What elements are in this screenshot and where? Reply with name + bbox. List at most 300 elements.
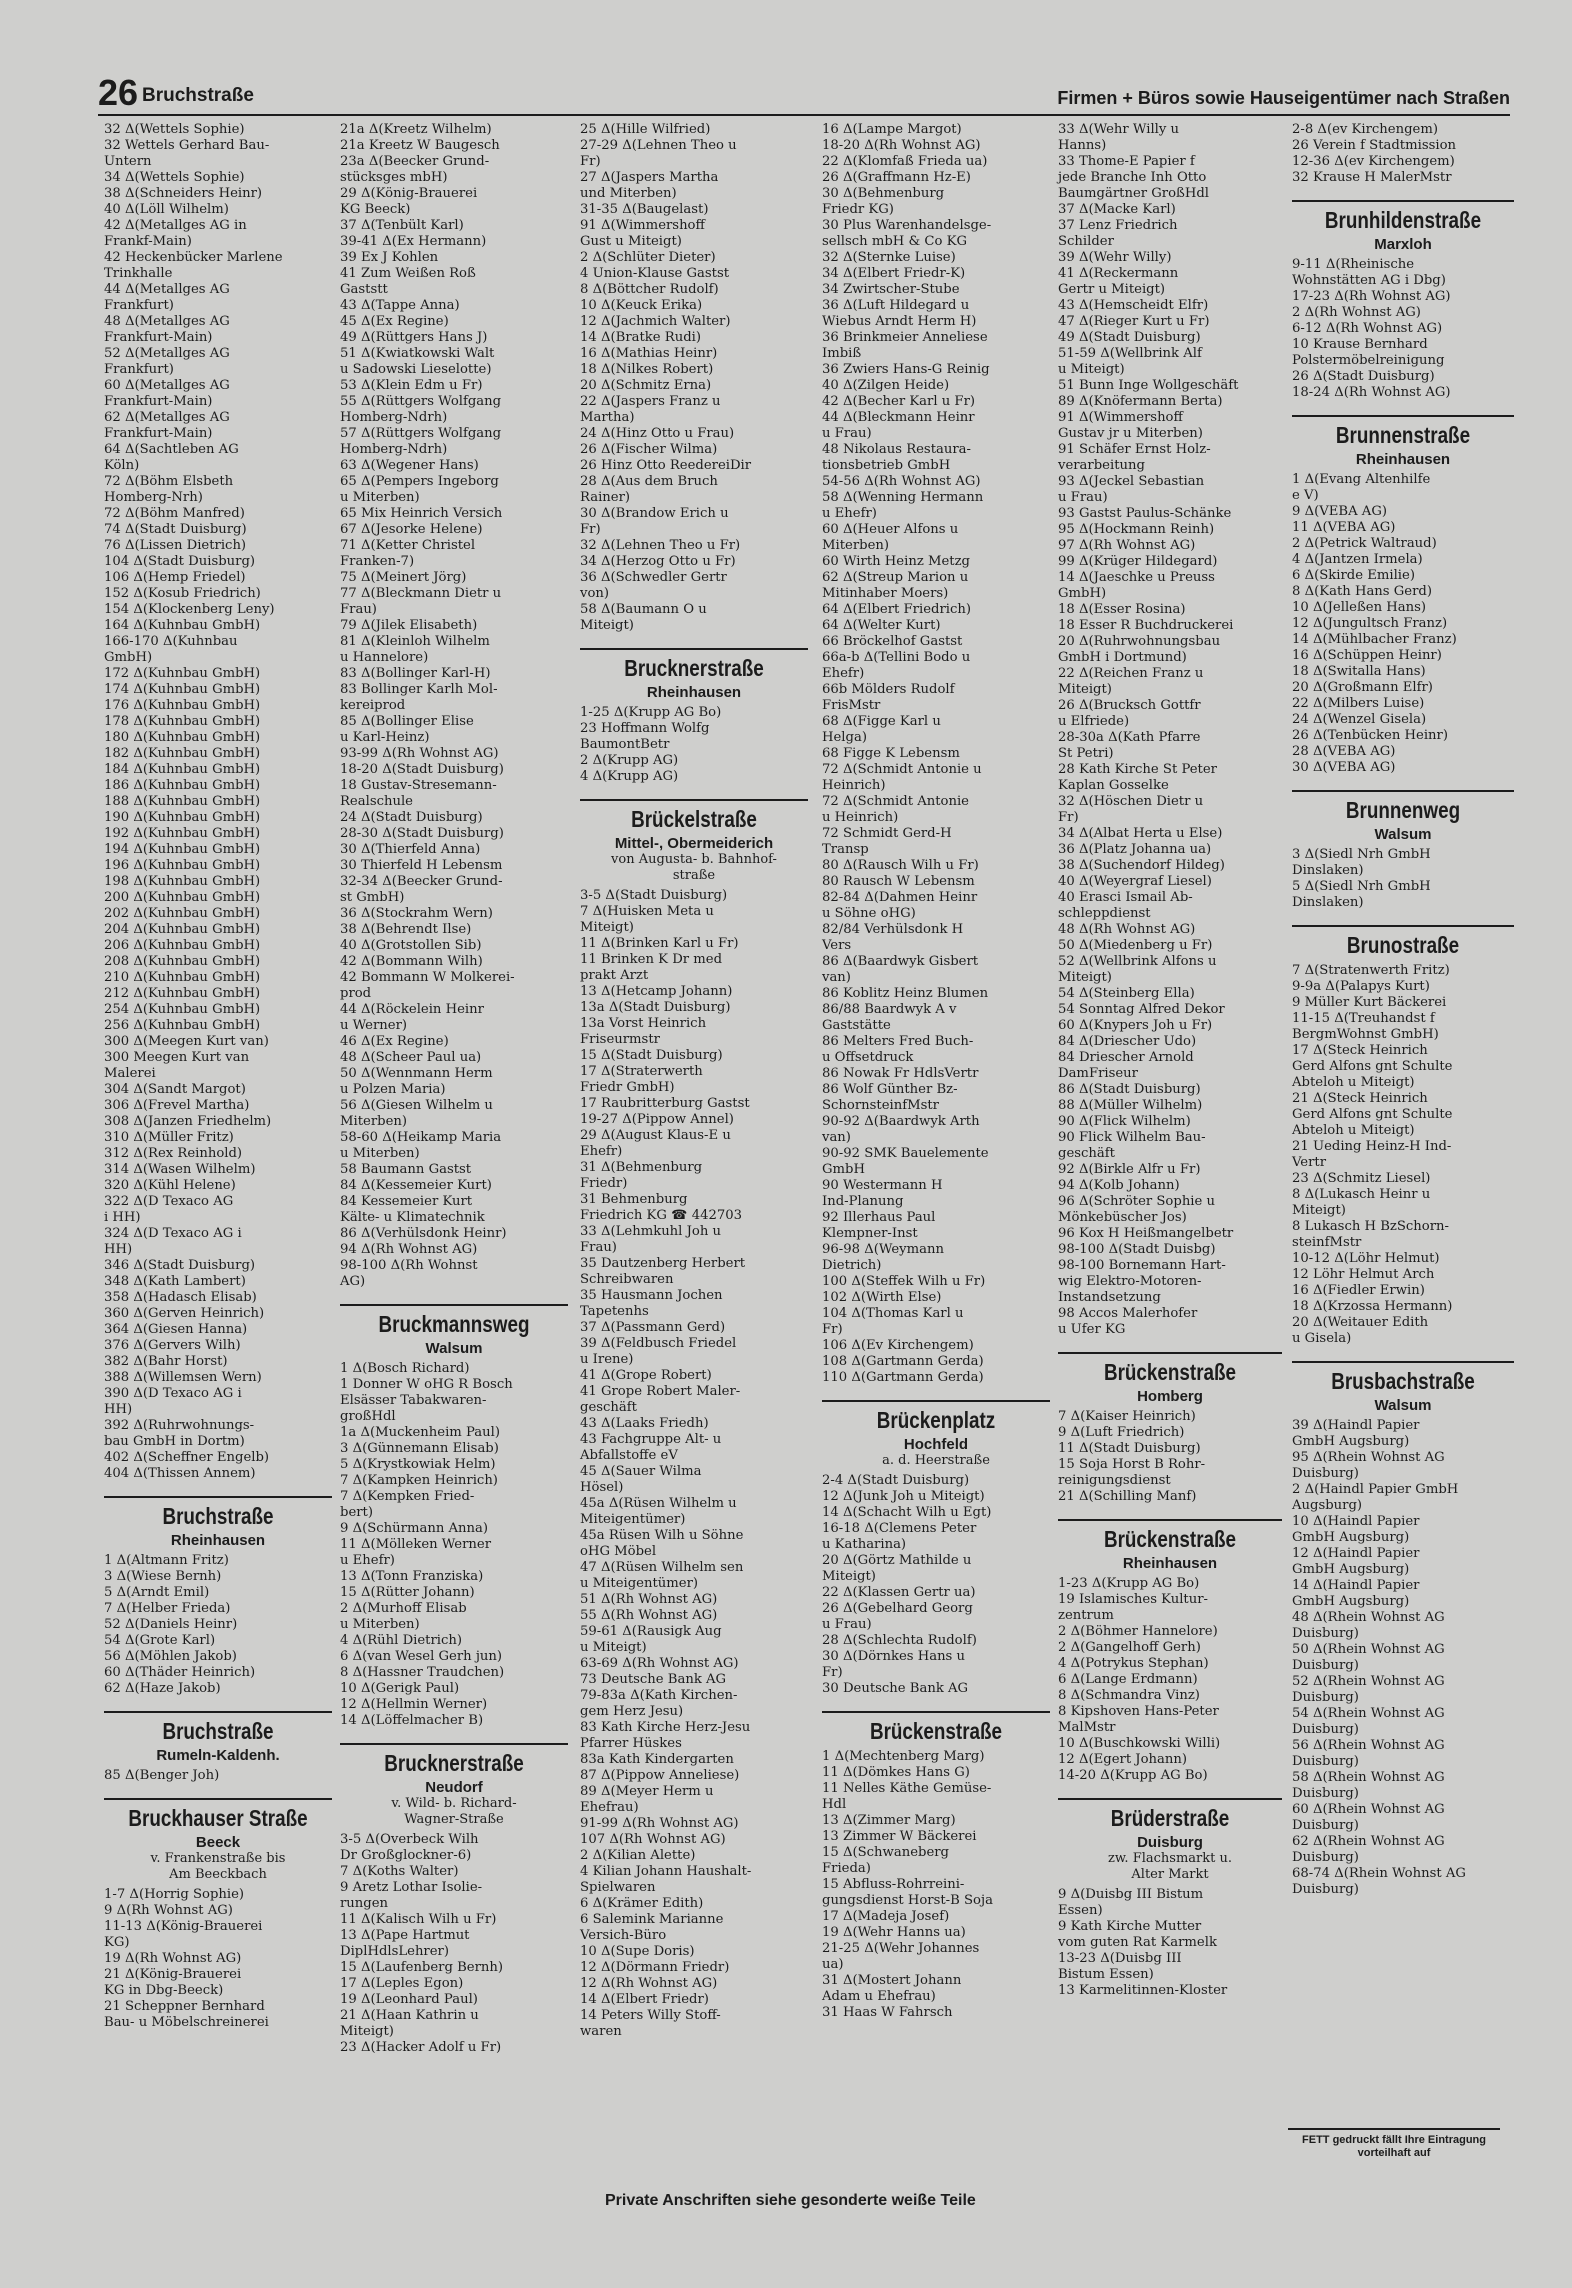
street-block bbox=[822, 1711, 1050, 2021]
address-entry: 2 Δ(Gangelhoff Gerh) bbox=[1058, 1640, 1201, 1655]
street-heading bbox=[104, 1496, 332, 1549]
address-entry: 388 Δ(Willemsen Wern) bbox=[104, 1370, 262, 1385]
address-entry: zentrum bbox=[1058, 1608, 1114, 1623]
address-entry: 12 Δ(Egert Johann) bbox=[1058, 1752, 1188, 1767]
address-entry: 81 Δ(Kleinloh Wilhelm bbox=[340, 634, 490, 649]
address-entry: 31 Haas W Fahrsch bbox=[822, 2005, 953, 2020]
address-entry: gem Herz Jesu) bbox=[580, 1704, 684, 1719]
address-entry: 7 Δ(Kaiser Heinrich) bbox=[1058, 1409, 1196, 1424]
address-entry: 172 Δ(Kuhnbau GmbH) bbox=[104, 666, 261, 681]
address-entry: 2 Δ(Kilian Alette) bbox=[580, 1848, 696, 1863]
address-entry: 9-11 Δ(Rheinische bbox=[1292, 257, 1415, 272]
address-entry: 8 Δ(Schmandra Vinz) bbox=[1058, 1688, 1200, 1703]
address-entry: Realschule bbox=[340, 794, 413, 809]
address-entry: Fr) bbox=[822, 1665, 843, 1680]
address-entry: Gustav jr u Miterben) bbox=[1058, 426, 1203, 441]
heading-rule bbox=[104, 1496, 332, 1498]
address-entry: 9 Kath Kirche Mutter bbox=[1058, 1919, 1202, 1934]
address-entry: u Werner) bbox=[340, 1018, 408, 1033]
address-entry: 62 Δ(Metallges AG bbox=[104, 410, 230, 425]
address-entry: 1-23 Δ(Krupp AG Bo) bbox=[1058, 1576, 1200, 1591]
street-name: Brusbachstraße bbox=[1331, 1368, 1475, 1394]
street-block bbox=[822, 1400, 1050, 1697]
address-entry: 2-8 Δ(ev Kirchengem) bbox=[1292, 122, 1438, 137]
district-name: Mittel-, Obermeiderich bbox=[614, 835, 774, 852]
address-entry: 50 Δ(Wennmann Herm bbox=[340, 1066, 493, 1081]
address-entry: 7 Δ(Huisken Meta u bbox=[580, 904, 714, 919]
page-header bbox=[98, 70, 1510, 116]
street-extent: zw. Flachsmarkt u. bbox=[1108, 1851, 1232, 1866]
address-entry: 13 Δ(Tonn Franziska) bbox=[340, 1569, 484, 1584]
address-entry: 34 Zwirtscher-Stube bbox=[822, 282, 960, 297]
address-entry: 66a-b Δ(Tellini Bodo u bbox=[822, 650, 971, 665]
address-entry: 11 Δ(Dömkes Hans G) bbox=[822, 1765, 970, 1780]
address-entry: 10 Δ(Buschkowski Willi) bbox=[1058, 1736, 1221, 1751]
address-entry: 97 Δ(Rh Wohnst AG) bbox=[1058, 538, 1196, 553]
address-entry: 52 Δ(Metallges AG bbox=[104, 346, 230, 361]
address-entry: 26 Hinz Otto ReedereiDir bbox=[580, 458, 752, 473]
address-entry: 84 Δ(Kessemeier Kurt) bbox=[340, 1178, 492, 1193]
address-entry: 208 Δ(Kuhnbau GmbH) bbox=[104, 954, 261, 969]
address-entry: Duisburg) bbox=[1292, 1722, 1359, 1737]
address-entry: 16 Δ(Lampe Margot) bbox=[822, 122, 962, 137]
street-extent: Am Beeckbach bbox=[169, 1867, 267, 1882]
address-entry: 55 Δ(Rüttgers Wolfgang bbox=[340, 394, 502, 409]
address-entry: 80 Δ(Rausch Wilh u Fr) bbox=[822, 858, 979, 873]
address-entry: 98-100 Δ(Stadt Duisbg) bbox=[1058, 1242, 1216, 1257]
address-entry: 25 Δ(Hille Wilfried) bbox=[580, 122, 711, 137]
street-heading bbox=[1292, 925, 1514, 959]
address-entry: 7 Δ(Koths Walter) bbox=[340, 1864, 459, 1879]
address-entry: u Elfriede) bbox=[1058, 714, 1130, 729]
address-entry: 404 Δ(Thissen Annem) bbox=[104, 1466, 256, 1481]
street-name: Brüderstraße bbox=[1110, 1805, 1230, 1831]
address-entry: 11-13 Δ(König-Brauerei bbox=[104, 1919, 263, 1934]
address-entry: 72 Δ(Schmidt Antonie bbox=[822, 794, 969, 809]
address-entry: 28 Δ(Schlechta Rudolf) bbox=[822, 1633, 977, 1648]
address-entry: Vertr bbox=[1292, 1155, 1327, 1170]
address-entry: 12 Δ(Junk Joh u Miteigt) bbox=[822, 1489, 985, 1504]
address-entry: 31-35 Δ(Baugelast) bbox=[580, 202, 709, 217]
address-entry: FrisMstr bbox=[822, 698, 881, 713]
address-entry: Trinkhalle bbox=[104, 266, 173, 281]
address-entry: 4 Δ(Krupp AG) bbox=[580, 769, 679, 784]
address-entry: 194 Δ(Kuhnbau GmbH) bbox=[104, 842, 261, 857]
address-entry: Franken-7) bbox=[340, 554, 415, 569]
address-entry: 14 Δ(Mühlbacher Franz) bbox=[1292, 632, 1457, 647]
address-entry: 300 Δ(Meegen Kurt van) bbox=[104, 1034, 269, 1049]
address-entry: Abfallstoffe eV bbox=[580, 1448, 678, 1463]
address-entry: 15 Δ(Schwaneberg bbox=[822, 1845, 949, 1860]
address-entry: 164 Δ(Kuhnbau GmbH) bbox=[104, 618, 261, 633]
address-entry: stücksges mbH) bbox=[340, 170, 448, 185]
address-entry: 29 Δ(König-Brauerei bbox=[340, 186, 478, 201]
address-entry: 11 Nelles Käthe Gemüse- bbox=[822, 1781, 992, 1796]
address-entry: u Heinrich) bbox=[822, 810, 899, 825]
address-entry: 29 Δ(August Klaus-E u bbox=[580, 1128, 731, 1143]
address-entry: 44 Δ(Bleckmann Heinr bbox=[822, 410, 975, 425]
address-entry: 39 Δ(Feldbusch Friedel bbox=[580, 1336, 737, 1351]
address-entry: u Frau) bbox=[1058, 490, 1108, 505]
address-entry: Gust u Miteigt) bbox=[580, 234, 682, 249]
address-entry: 60 Δ(Metallges AG bbox=[104, 378, 230, 393]
column-4 bbox=[822, 122, 1050, 2021]
address-entry: Dinslaken) bbox=[1292, 863, 1364, 878]
address-entry: 42 Heckenbücker Marlene bbox=[104, 250, 283, 265]
address-entry: 98-100 Bornemann Hart- bbox=[1058, 1258, 1226, 1273]
address-entry: 33 Δ(Wehr Willy u bbox=[1058, 122, 1180, 137]
address-entry: 8 Δ(Böttcher Rudolf) bbox=[580, 282, 719, 297]
address-entry: 41 Δ(Reckermann bbox=[1058, 266, 1179, 281]
address-entry: 3-5 Δ(Stadt Duisburg) bbox=[580, 888, 728, 903]
address-entry: 56 Δ(Giesen Wilhelm u bbox=[340, 1098, 493, 1113]
address-entry: geschäft bbox=[580, 1400, 637, 1415]
address-entry: 82-84 Δ(Dahmen Heinr bbox=[822, 890, 978, 905]
address-entry: BergmWohnst GmbH) bbox=[1292, 1027, 1439, 1042]
address-entry: 196 Δ(Kuhnbau GmbH) bbox=[104, 858, 261, 873]
street-block bbox=[340, 122, 568, 1290]
street-heading bbox=[340, 1304, 568, 1357]
address-entry: u Miteigentümer) bbox=[580, 1576, 699, 1591]
address-entry: 12 Δ(Jachmich Walter) bbox=[580, 314, 731, 329]
address-entry: 21 Ueding Heinz-H Ind- bbox=[1292, 1139, 1452, 1154]
address-entry: u Hannelore) bbox=[340, 650, 429, 665]
address-entry: 28-30 Δ(Stadt Duisburg) bbox=[340, 826, 504, 841]
address-entry: 93-99 Δ(Rh Wohnst AG) bbox=[340, 746, 499, 761]
address-entry: 17 Δ(Madeja Josef) bbox=[822, 1909, 950, 1924]
address-entry: 16 Δ(Schüppen Heinr) bbox=[1292, 648, 1442, 663]
address-entry: 55 Δ(Rh Wohnst AG) bbox=[580, 1608, 718, 1623]
address-entry: 32-34 Δ(Beecker Grund- bbox=[340, 874, 503, 889]
address-entry: 20 Δ(Weitauer Edith bbox=[1292, 1315, 1429, 1330]
address-entry: 68 Figge K Lebensm bbox=[822, 746, 960, 761]
address-entry: bau GmbH in Dortm) bbox=[104, 1434, 245, 1449]
address-entry: 204 Δ(Kuhnbau GmbH) bbox=[104, 922, 261, 937]
address-entry: 392 Δ(Ruhrwohnungs- bbox=[104, 1418, 255, 1433]
address-entry: 30 Δ(Brandow Erich u bbox=[580, 506, 729, 521]
address-entry: 93 Gastst Paulus-Schänke bbox=[1058, 506, 1232, 521]
address-entry: 60 Δ(Rhein Wohnst AG bbox=[1292, 1802, 1445, 1817]
address-entry: 198 Δ(Kuhnbau GmbH) bbox=[104, 874, 261, 889]
address-entry: 41 Grope Robert Maler- bbox=[580, 1384, 741, 1399]
address-entry: Frieda) bbox=[822, 1861, 871, 1876]
address-entry: 48 Δ(Rh Wohnst AG) bbox=[1058, 922, 1196, 937]
street-name: Bruckmannsweg bbox=[378, 1311, 530, 1337]
address-entry: 14 Δ(Elbert Friedr) bbox=[580, 1992, 709, 2007]
address-entry: 9 Aretz Lothar Isolie- bbox=[340, 1880, 483, 1895]
column-3 bbox=[580, 122, 808, 2040]
address-entry: 212 Δ(Kuhnbau GmbH) bbox=[104, 986, 261, 1001]
address-entry: 8 Δ(Lukasch Heinr u bbox=[1292, 1187, 1431, 1202]
address-entry: 95 Δ(Hockmann Reinh) bbox=[1058, 522, 1215, 537]
address-entry: e V) bbox=[1292, 488, 1319, 503]
address-entry: Rainer) bbox=[580, 490, 631, 505]
address-entry: prod bbox=[340, 986, 372, 1001]
heading-rule bbox=[340, 1304, 568, 1306]
address-entry: 17 Δ(Steck Heinrich bbox=[1292, 1043, 1428, 1058]
address-entry: Malerei bbox=[104, 1066, 156, 1081]
address-entry: 15 Abfluss-Rohrreini- bbox=[822, 1877, 965, 1892]
address-entry: Fr) bbox=[580, 154, 601, 169]
street-block bbox=[1058, 1352, 1282, 1505]
address-entry: u Gisela) bbox=[1292, 1331, 1352, 1346]
address-entry: 28 Δ(Aus dem Bruch bbox=[580, 474, 718, 489]
address-entry: u Irene) bbox=[580, 1352, 634, 1367]
address-entry: 21a Kreetz W Baugesch bbox=[340, 138, 500, 153]
heading-rule bbox=[822, 1400, 1050, 1402]
address-entry: 48 Δ(Rhein Wohnst AG bbox=[1292, 1610, 1445, 1625]
address-entry: 75 Δ(Meinert Jörg) bbox=[340, 570, 467, 585]
address-entry: Ehefr) bbox=[580, 1144, 623, 1159]
address-entry: Frau) bbox=[340, 602, 377, 617]
street-block bbox=[104, 1496, 332, 1697]
address-entry: 19 Δ(Wehr Hanns ua) bbox=[822, 1925, 966, 1940]
address-entry: 35 Hausmann Jochen bbox=[580, 1288, 723, 1303]
address-entry: 8 Δ(Hassner Traudchen) bbox=[340, 1665, 505, 1680]
address-entry: 66b Mölders Rudolf bbox=[822, 682, 955, 697]
address-entry: 83a Kath Kindergarten bbox=[580, 1752, 734, 1767]
address-entry: 64 Δ(Elbert Friedrich) bbox=[822, 602, 971, 617]
address-entry: GmbH Augsburg) bbox=[1292, 1594, 1410, 1609]
address-entry: Duisburg) bbox=[1292, 1882, 1359, 1897]
address-entry: 96 Kox H Heißmangelbetr bbox=[1058, 1226, 1234, 1241]
address-entry: Duisburg) bbox=[1292, 1626, 1359, 1641]
address-entry: 33 Thome-E Papier f bbox=[1058, 154, 1195, 169]
street-block bbox=[1292, 925, 1514, 1347]
district-name: Homberg bbox=[1137, 1388, 1203, 1405]
heading-rule bbox=[1292, 200, 1514, 202]
address-entry: Pfarrer Hüskes bbox=[580, 1736, 682, 1751]
address-entry: 21-25 Δ(Wehr Johannes bbox=[822, 1941, 980, 1956]
address-entry: 59-61 Δ(Rausigk Aug bbox=[580, 1624, 722, 1639]
street-heading bbox=[104, 1798, 332, 1883]
address-entry: 19-27 Δ(Pippow Annel) bbox=[580, 1112, 734, 1127]
address-entry: 26 Δ(Stadt Duisburg) bbox=[1292, 369, 1435, 384]
address-entry: 6 Δ(van Wesel Gerh jun) bbox=[340, 1649, 503, 1664]
address-entry: 3 Δ(Siedl Nrh GmbH bbox=[1292, 847, 1431, 862]
heading-rule bbox=[1292, 415, 1514, 417]
district-name: Marxloh bbox=[1374, 236, 1432, 253]
address-entry: u Polzen Maria) bbox=[340, 1082, 446, 1097]
address-entry: 17 Δ(Straterwerth bbox=[580, 1064, 703, 1079]
address-entry: 18 Δ(Krzossa Hermann) bbox=[1292, 1299, 1453, 1314]
address-entry: Bistum Essen) bbox=[1058, 1967, 1154, 1982]
address-entry: 17-23 Δ(Rh Wohnst AG) bbox=[1292, 289, 1451, 304]
address-entry: 98 Accos Malerhofer bbox=[1058, 1306, 1198, 1321]
address-entry: 32 Wettels Gerhard Bau- bbox=[104, 138, 270, 153]
address-entry: u Karl-Heinz) bbox=[340, 730, 430, 745]
address-entry: 13 Δ(Zimmer Marg) bbox=[822, 1813, 956, 1828]
street-block bbox=[1292, 415, 1514, 776]
address-entry: u Ehefr) bbox=[340, 1553, 395, 1568]
address-entry: Homberg-Ndrh) bbox=[340, 442, 448, 457]
address-entry: 21 Δ(Schilling Manf) bbox=[1058, 1489, 1197, 1504]
address-entry: 26 Δ(Graffmann Hz-E) bbox=[822, 170, 971, 185]
address-entry: 382 Δ(Bahr Horst) bbox=[104, 1354, 228, 1369]
address-entry: 87 Δ(Pippow Anneliese) bbox=[580, 1768, 740, 1783]
address-entry: 10 Δ(Keuck Erika) bbox=[580, 298, 703, 313]
address-entry: 9 Müller Kurt Bäckerei bbox=[1292, 995, 1447, 1010]
heading-rule bbox=[1292, 1361, 1514, 1363]
address-entry: 39 Δ(Haindl Papier bbox=[1292, 1418, 1420, 1433]
address-entry: u Söhne oHG) bbox=[822, 906, 916, 921]
address-entry: 22 Δ(Jaspers Franz u bbox=[580, 394, 721, 409]
address-entry: 45a Δ(Rüsen Wilhelm u bbox=[580, 1496, 737, 1511]
address-entry: 93 Δ(Jeckel Sebastian bbox=[1058, 474, 1205, 489]
address-entry: 202 Δ(Kuhnbau GmbH) bbox=[104, 906, 261, 921]
address-entry: 7 Δ(Stratenwerth Fritz) bbox=[1292, 963, 1450, 978]
address-entry: 4 Δ(Jantzen Irmela) bbox=[1292, 552, 1423, 567]
address-entry: 17 Δ(Leples Egon) bbox=[340, 1976, 464, 1991]
street-extent: v. Frankenstraße bis bbox=[150, 1851, 286, 1866]
address-entry: waren bbox=[580, 2024, 622, 2039]
address-entry: Abteloh u Miteigt) bbox=[1292, 1123, 1415, 1138]
address-entry: 58-60 Δ(Heikamp Maria bbox=[340, 1130, 502, 1145]
address-entry: 60 Δ(Thäder Heinrich) bbox=[104, 1665, 256, 1680]
address-entry: 37 Δ(Tenbült Karl) bbox=[340, 218, 464, 233]
address-entry: 11 Δ(Kalisch Wilh u Fr) bbox=[340, 1912, 497, 1927]
address-entry: 86 Melters Fred Buch- bbox=[822, 1034, 974, 1049]
address-entry: 19 Δ(Rh Wohnst AG) bbox=[104, 1951, 242, 1966]
address-entry: 90-92 SMK Bauelemente bbox=[822, 1146, 989, 1161]
address-entry: 89 Δ(Knöfermann Berta) bbox=[1058, 394, 1223, 409]
address-entry: Dietrich) bbox=[822, 1258, 882, 1273]
address-entry: 7 Δ(Kampken Heinrich) bbox=[340, 1473, 498, 1488]
address-entry: 4 Kilian Johann Haushalt- bbox=[580, 1864, 752, 1879]
street-block bbox=[1292, 790, 1514, 911]
address-entry: Mönkebüscher Jos) bbox=[1058, 1210, 1187, 1225]
address-entry: Miteigt) bbox=[1058, 970, 1112, 985]
address-entry: Elsässer Tabakwaren- bbox=[340, 1393, 487, 1408]
address-entry: 8 Kipshoven Hans-Peter bbox=[1058, 1704, 1219, 1719]
address-entry: 38 Δ(Schneiders Heinr) bbox=[104, 186, 263, 201]
address-entry: 39 Δ(Wehr Willy) bbox=[1058, 250, 1172, 265]
address-entry: HH) bbox=[104, 1402, 133, 1417]
address-entry: 1a Δ(Muckenheim Paul) bbox=[340, 1425, 500, 1440]
address-entry: 90 Δ(Flick Wilhelm) bbox=[1058, 1114, 1191, 1129]
address-entry: 43 Δ(Tappe Anna) bbox=[340, 298, 460, 313]
address-entry: 22 Δ(Reichen Franz u bbox=[1058, 666, 1204, 681]
address-entry: u Katharina) bbox=[822, 1537, 907, 1552]
address-entry: 13a Vorst Heinrich bbox=[580, 1016, 707, 1031]
address-entry: 48 Nikolaus Restaura- bbox=[822, 442, 971, 457]
column-6 bbox=[1292, 122, 1514, 1898]
address-entry: 46 Δ(Ex Regine) bbox=[340, 1034, 449, 1049]
address-entry: 20 Δ(Großmann Elfr) bbox=[1292, 680, 1433, 695]
address-entry: 107 Δ(Rh Wohnst AG) bbox=[580, 1832, 726, 1847]
address-entry: 51 Δ(Rh Wohnst AG) bbox=[580, 1592, 718, 1607]
address-entry: 26 Δ(Gebelhard Georg bbox=[822, 1601, 973, 1616]
address-entry: Adam u Ehefrau) bbox=[822, 1989, 936, 2004]
street-block bbox=[104, 1798, 332, 2031]
address-entry: 36 Zwiers Hans-G Reinig bbox=[822, 362, 990, 377]
address-entry: 68 Δ(Figge Karl u bbox=[822, 714, 941, 729]
district-name: Walsum bbox=[1374, 1397, 1432, 1414]
address-entry: 16 Δ(Mathias Heinr) bbox=[580, 346, 718, 361]
address-entry: 2 Δ(Schlüter Dieter) bbox=[580, 250, 716, 265]
address-entry: 314 Δ(Wasen Wilhelm) bbox=[104, 1162, 256, 1177]
address-entry: 10 Δ(Haindl Papier bbox=[1292, 1514, 1420, 1529]
address-entry: 22 Δ(Milbers Luise) bbox=[1292, 696, 1425, 711]
address-entry: 45 Δ(Ex Regine) bbox=[340, 314, 449, 329]
address-entry: 1 Donner W oHG R Bosch bbox=[340, 1377, 513, 1392]
address-entry: 13 Δ(Pape Hartmut bbox=[340, 1928, 470, 1943]
address-entry: 39-41 Δ(Ex Hermann) bbox=[340, 234, 487, 249]
address-entry: 28-30a Δ(Kath Pfarre bbox=[1058, 730, 1201, 745]
address-entry: 6 Δ(Lange Erdmann) bbox=[1058, 1672, 1198, 1687]
address-entry: 19 Islamisches Kultur- bbox=[1058, 1592, 1208, 1607]
address-entry: 71 Δ(Ketter Christel bbox=[340, 538, 476, 553]
address-entry: 36 Δ(Platz Johanna ua) bbox=[1058, 842, 1212, 857]
street-heading bbox=[104, 1711, 332, 1764]
address-entry: steinfMstr bbox=[1292, 1235, 1362, 1250]
address-entry: 1-7 Δ(Horrig Sophie) bbox=[104, 1887, 245, 1902]
district-name: Rheinhausen bbox=[646, 684, 742, 701]
address-entry: 104 Δ(Stadt Duisburg) bbox=[104, 554, 256, 569]
address-entry: Essen) bbox=[1058, 1903, 1103, 1918]
address-entry: 10-12 Δ(Löhr Helmut) bbox=[1292, 1251, 1440, 1266]
address-entry: 39 Ex J Kohlen bbox=[340, 250, 439, 265]
address-entry: 402 Δ(Scheffner Engelb) bbox=[104, 1450, 270, 1465]
street-extent: a. d. Heerstraße bbox=[882, 1453, 990, 1468]
address-entry: GmbH) bbox=[104, 650, 153, 665]
address-entry: 92 Δ(Birkle Alfr u Fr) bbox=[1058, 1162, 1201, 1177]
address-entry: Untern bbox=[104, 154, 152, 169]
address-entry: vom guten Rat Karmelk bbox=[1058, 1935, 1217, 1950]
address-entry: 200 Δ(Kuhnbau GmbH) bbox=[104, 890, 261, 905]
address-entry: 24 Δ(Stadt Duisburg) bbox=[340, 810, 483, 825]
address-entry: Friedr KG) bbox=[822, 202, 894, 217]
address-entry: 64 Δ(Sachtleben AG bbox=[104, 442, 239, 457]
address-entry: 22 Δ(Klassen Gertr ua) bbox=[822, 1585, 976, 1600]
address-entry: MalMstr bbox=[1058, 1720, 1116, 1735]
address-entry: Ehefrau) bbox=[580, 1800, 639, 1815]
street-name: Brückenstraße bbox=[1103, 1526, 1237, 1552]
address-entry: Klempner-Inst bbox=[822, 1226, 918, 1241]
address-entry: sellsch mbH & Co KG bbox=[822, 234, 968, 249]
district-name: Rumeln-Kaldenh. bbox=[156, 1747, 280, 1764]
address-entry: 13 Karmelitinnen-Kloster bbox=[1058, 1983, 1228, 1998]
address-entry: 18 Gustav-Stresemann- bbox=[340, 778, 497, 793]
address-entry: 44 Δ(Röckelein Heinr bbox=[340, 1002, 484, 1017]
address-entry: 32 Krause H MalerMstr bbox=[1292, 170, 1452, 185]
address-entry: 15 Soja Horst B Rohr- bbox=[1058, 1457, 1206, 1472]
address-entry: 188 Δ(Kuhnbau GmbH) bbox=[104, 794, 261, 809]
street-block bbox=[580, 122, 808, 634]
address-entry: u Miteigt) bbox=[1058, 362, 1125, 377]
street-extent: Wagner-Straße bbox=[404, 1812, 504, 1827]
address-entry: 91-99 Δ(Rh Wohnst AG) bbox=[580, 1816, 739, 1831]
address-entry: 80 Rausch W Lebensm bbox=[822, 874, 975, 889]
street-block bbox=[1058, 1519, 1282, 1784]
address-entry: 60 Δ(Heuer Alfons u bbox=[822, 522, 959, 537]
address-entry: Miteigt) bbox=[580, 618, 634, 633]
address-entry: 40 Δ(Löll Wilhelm) bbox=[104, 202, 229, 217]
street-name: Brunhildenstraße bbox=[1324, 207, 1482, 233]
address-entry: Miteigt) bbox=[1058, 682, 1112, 697]
address-entry: 176 Δ(Kuhnbau GmbH) bbox=[104, 698, 261, 713]
address-entry: 9 Δ(Rh Wohnst AG) bbox=[104, 1903, 233, 1918]
address-entry: Miteigt) bbox=[1292, 1203, 1346, 1218]
address-entry: 72 Δ(Böhm Elsbeth bbox=[104, 474, 234, 489]
address-entry: 88 Δ(Müller Wilhelm) bbox=[1058, 1098, 1203, 1113]
address-entry: 26 Δ(Fischer Wilma) bbox=[580, 442, 718, 457]
address-entry: 16 Δ(Fiedler Erwin) bbox=[1292, 1283, 1425, 1298]
address-entry: GmbH Augsburg) bbox=[1292, 1562, 1410, 1577]
address-entry: 9 Δ(Schürmann Anna) bbox=[340, 1521, 489, 1536]
column-1 bbox=[104, 122, 332, 2031]
district-name: Neudorf bbox=[425, 1779, 483, 1796]
